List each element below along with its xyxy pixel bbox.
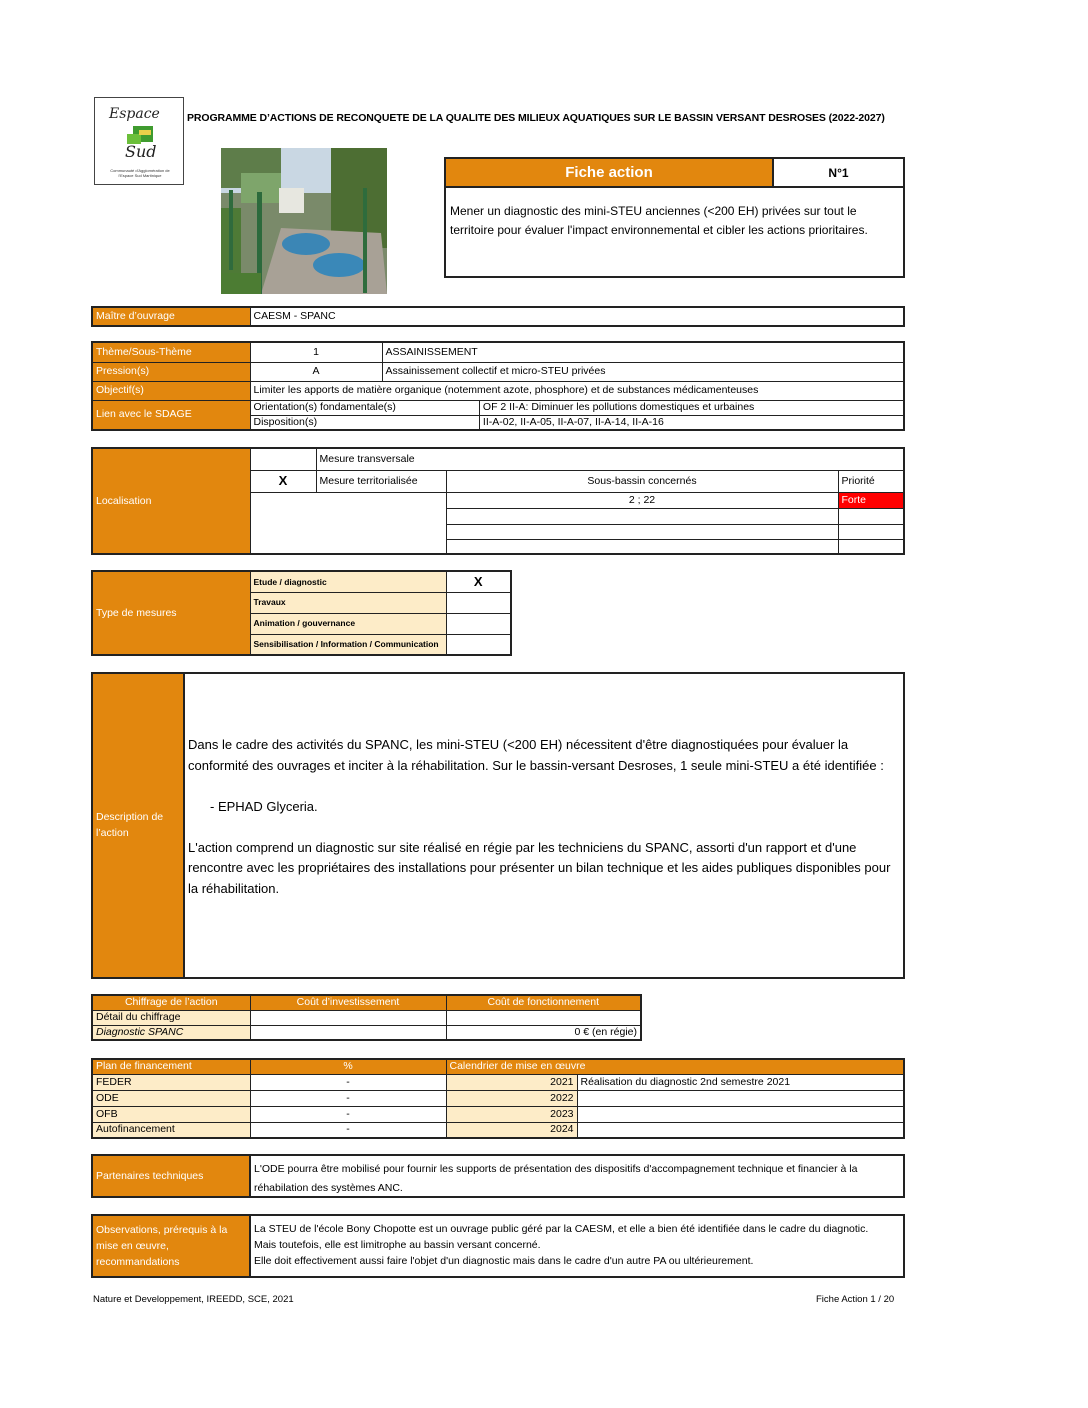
type-item-checkbox[interactable]	[446, 634, 511, 655]
partenaires-section	[91, 1154, 905, 1198]
fonctionnement-header: Coût de fonctionnement	[446, 995, 641, 1010]
funder-cell: OFB	[92, 1106, 250, 1122]
priorite-cell	[838, 508, 904, 524]
territoriale-checkbox[interactable]: X	[250, 470, 316, 492]
type-item-label: Travaux	[250, 592, 446, 613]
fiche-action-box	[444, 157, 905, 278]
pression-code: A	[250, 362, 382, 381]
type-item-checkbox[interactable]: X	[446, 571, 511, 592]
priorite-cell	[838, 524, 904, 539]
priorite-cell: Forte	[838, 492, 904, 508]
disposition-value: II-A-02, II-A-05, II-A-07, II-A-14, II-A-16	[479, 415, 904, 430]
type-item-checkbox[interactable]	[446, 592, 511, 613]
type-item-label: Sensibilisation / Information / Communication	[250, 634, 446, 655]
pct-header: %	[250, 1059, 446, 1074]
description-paragraph: L'action comprend un diagnostic sur site réalisé en régie par les techniciens du SPANC, assorti d'un rapport et d'une rencontre avec les propriétaires des installations pour présenter un bilan technique et les aides publiques disponibles pour la réhabilitation.	[188, 839, 891, 896]
description-paragraph: Dans le cadre des activités du SPANC, les mini-STEU (<200 EH) nécessitent d'être diagnostiquées pour évaluer la conformité des ouvrages et inciter à la réhabilitation. Sur le bassin-versant Desroses, 1 seule mini-STEU a été identifiée :	[188, 737, 884, 773]
pct-cell: -	[250, 1106, 446, 1122]
description-label: Description de l’action	[93, 674, 185, 977]
funder-cell: Autofinancement	[92, 1122, 250, 1138]
chiffrage-row-label: Détail du chiffrage	[92, 1010, 250, 1025]
theme-table	[91, 341, 905, 431]
description-section	[91, 672, 905, 979]
maitre-ouvrage-value: CAESM - SPANC	[250, 307, 904, 326]
logo-tagline: Communauté d'Agglomération de l'Espace Sud Martinique	[110, 168, 170, 178]
calendar-note-cell	[577, 1106, 904, 1122]
territoriale-label: Mesure territorialisée	[316, 470, 446, 492]
funder-cell: FEDER	[92, 1074, 250, 1090]
calendar-note-cell: Réalisation du diagnostic 2nd semestre 2021	[577, 1074, 904, 1090]
transversale-label: Mesure transversale	[316, 448, 904, 470]
calendrier-header: Calendrier de mise en œuvre	[446, 1059, 904, 1074]
type-item-label: Animation / gouvernance	[250, 613, 446, 634]
localisation-table	[91, 447, 905, 555]
transversale-checkbox[interactable]	[250, 448, 316, 470]
calendar-note-cell	[577, 1122, 904, 1138]
description-bullet: - EPHAD Glyceria.	[210, 798, 318, 814]
footer-credits: Nature et Developpement, IREEDD, SCE, 2021	[93, 1294, 294, 1305]
year-cell: 2021	[446, 1074, 577, 1090]
pct-cell: -	[250, 1122, 446, 1138]
fonctionnement-cell	[446, 1010, 641, 1025]
objectif-label: Objectif(s)	[92, 381, 250, 400]
fiche-number: N°1	[828, 165, 849, 180]
pression-value: Assainissement collectif et micro-STEU privées	[382, 362, 904, 381]
partenaires-label: Partenaires techniques	[93, 1156, 251, 1196]
priorite-cell	[838, 539, 904, 554]
year-cell: 2022	[446, 1090, 577, 1106]
chiffrage-header: Chiffrage de l’action	[92, 995, 250, 1010]
localisation-blank	[250, 492, 446, 554]
observations-label: Observations, prérequis à la mise en œuvre, recommandations	[93, 1216, 251, 1276]
priorite-header: Priorité	[838, 470, 904, 492]
chiffrage-row-label: Diagnostic SPANC	[92, 1025, 250, 1040]
sous-bassin-header: Sous-bassin concernés	[446, 470, 838, 492]
footer-page-number: Fiche Action 1 / 20	[816, 1294, 895, 1305]
theme-value: ASSAINISSEMENT	[382, 342, 904, 362]
funder-cell: ODE	[92, 1090, 250, 1106]
observation-line: Elle doit effectivement aussi faire l'objet d'un diagnostic mais dans le cadre d'un autre PA ou ultérieurement.	[254, 1255, 754, 1267]
objectif-value: Limiter les apports de matière organique (notemment azote, phosphore) et de substances médicamenteuses	[250, 381, 904, 400]
logo-mark-3	[139, 130, 151, 135]
orientation-value: OF 2 II-A: Diminuer les pollutions domestiques et urbaines	[479, 400, 904, 415]
pression-label: Pression(s)	[92, 362, 250, 381]
plan-header: Plan de financement	[92, 1059, 250, 1074]
maitre-ouvrage-label: Maître d’ouvrage	[92, 307, 250, 326]
plan-financement-table	[91, 1058, 905, 1139]
calendar-note-cell	[577, 1090, 904, 1106]
pct-cell: -	[250, 1090, 446, 1106]
sdage-label: Lien avec le SDAGE	[92, 400, 250, 430]
logo-line2: Sud	[125, 142, 157, 161]
site-photo	[221, 148, 387, 294]
fiche-action-label: Fiche action	[446, 159, 774, 186]
type-item-checkbox[interactable]	[446, 613, 511, 634]
logo-line1: Espace	[109, 106, 160, 122]
chiffrage-table	[91, 994, 642, 1041]
year-cell: 2024	[446, 1122, 577, 1138]
fiche-summary: Mener un diagnostic des mini-STEU anciennes (<200 EH) privées sur tout le territoire pour évaluer l'impact environnemental et cibler les actions prioritaires.	[444, 188, 905, 278]
sous-bassin-cell	[446, 508, 838, 524]
disposition-label: Disposition(s)	[250, 415, 479, 430]
document-title: PROGRAMME D’ACTIONS DE RECONQUETE DE LA QUALITE DES MILIEUX AQUATIQUES SUR LE BASSIN VERSANT DESROSES (2022-2027)	[187, 112, 885, 124]
observations-section	[91, 1214, 905, 1278]
localisation-label: Localisation	[92, 448, 250, 554]
theme-code: 1	[250, 342, 382, 362]
maitre-ouvrage-table	[91, 306, 905, 327]
type-item-label: Etude / diagnostic	[250, 571, 446, 592]
investissement-cell	[250, 1010, 446, 1025]
sous-bassin-cell: 2 ; 22	[446, 492, 838, 508]
observation-line: La STEU de l'école Bony Chopotte est un ouvrage public géré par la CAESM, et elle a bien été identifiée dans le cadre du diagnotic.	[254, 1223, 869, 1235]
pct-cell: -	[250, 1074, 446, 1090]
espace-sud-logo	[94, 97, 184, 185]
type-mesures-label: Type de mesures	[92, 571, 250, 655]
fonctionnement-cell: 0 € (en régie)	[446, 1025, 641, 1040]
year-cell: 2023	[446, 1106, 577, 1122]
site-photo-image	[221, 148, 387, 294]
partenaires-value: L'ODE pourra être mobilisé pour fournir les supports de présentation des dispositifs d'accompagnement technique et financier à la réhabilation des systèmes ANC.	[254, 1163, 858, 1194]
investissement-header: Coût d’investissement	[250, 995, 446, 1010]
sous-bassin-cell	[446, 524, 838, 539]
investissement-cell	[250, 1025, 446, 1040]
orientation-label: Orientation(s) fondamentale(s)	[250, 400, 479, 415]
theme-label: Thème/Sous-Thème	[92, 342, 250, 362]
sous-bassin-cell	[446, 539, 838, 554]
type-mesures-table	[91, 570, 512, 656]
observation-line: Mais toutefois, elle est limitrophe au bassin versant concerné.	[254, 1239, 541, 1251]
